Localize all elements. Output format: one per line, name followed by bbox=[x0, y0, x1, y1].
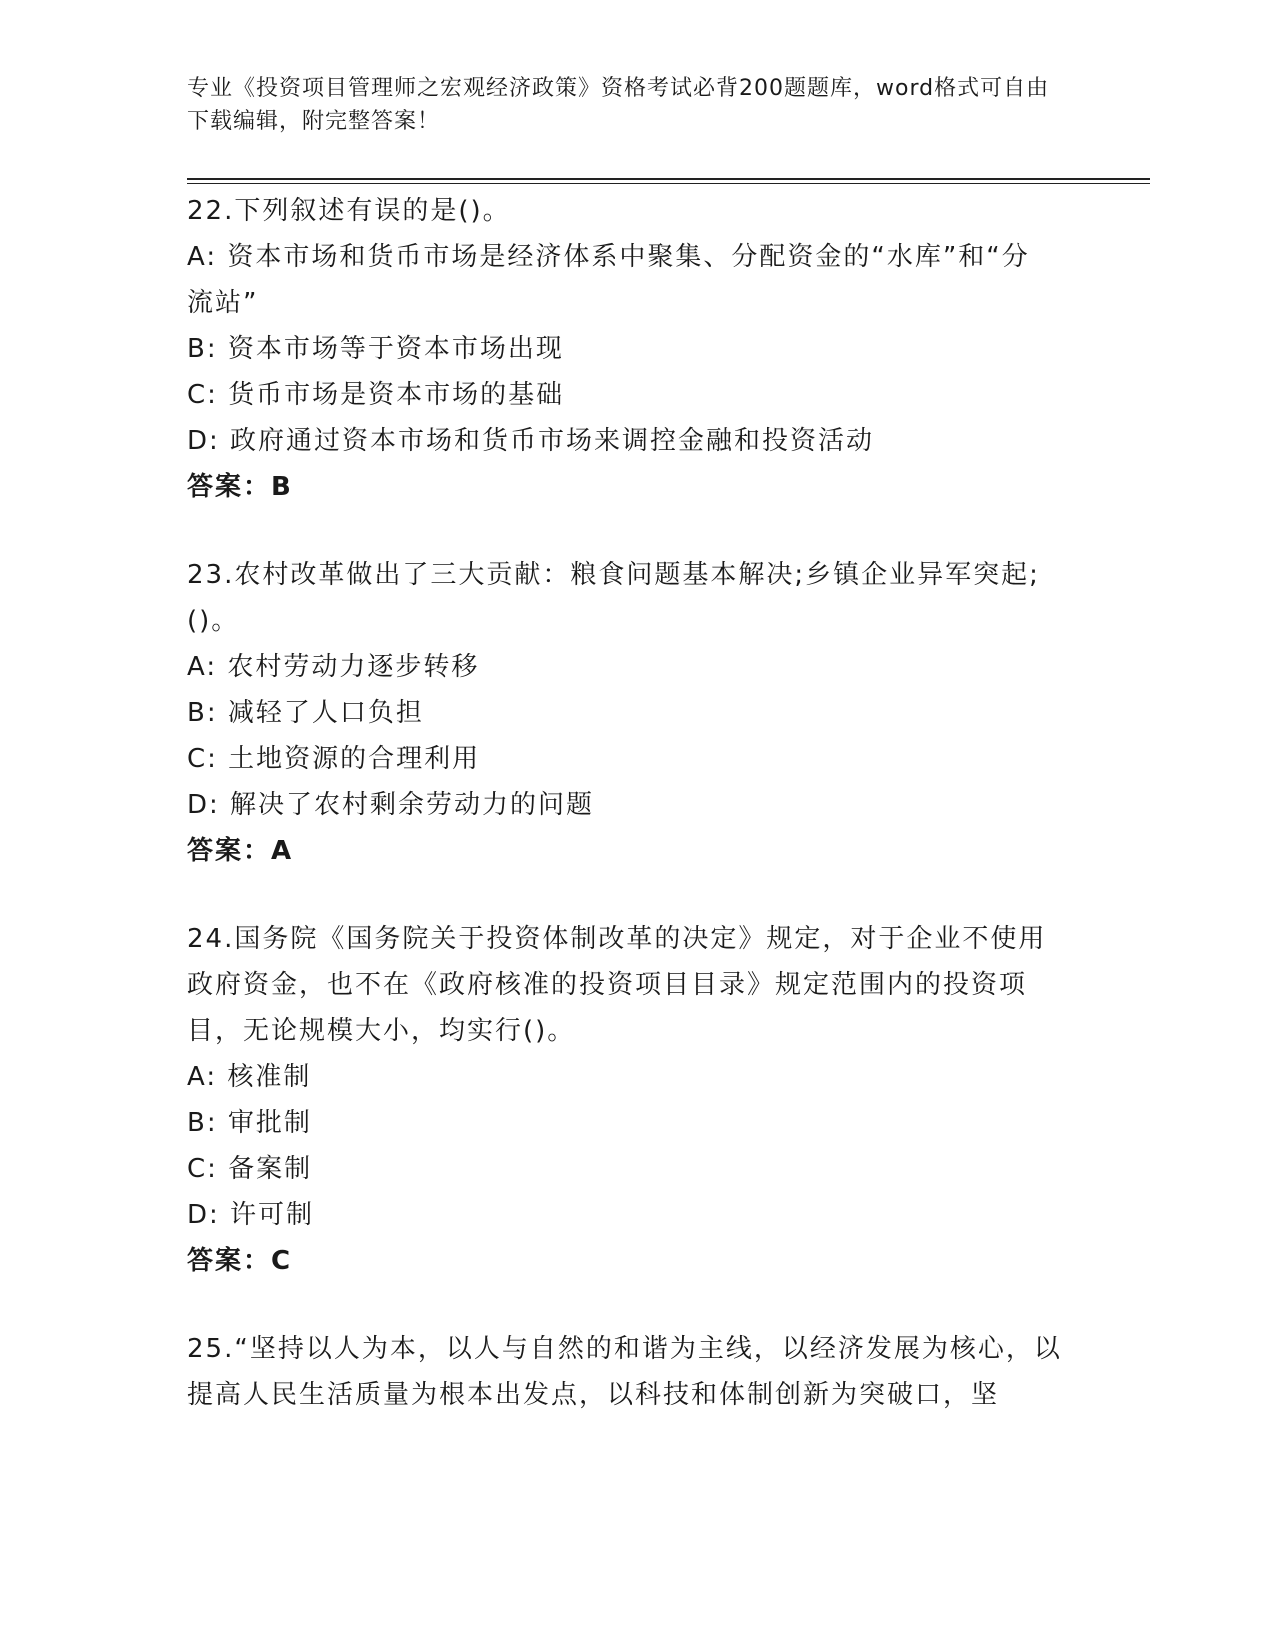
answer: 答案：C bbox=[187, 1246, 293, 1276]
question-stem: 23.农村改革做出了三大贡献：粮食问题基本解决;乡镇企业异军突起;()。 bbox=[187, 560, 1040, 636]
question-stem: 25.“坚持以人为本，以人与自然的和谐为主线，以经济发展为核心，以提高人民生活质量为根本出发点，以科技和体制创新为突破口，坚 bbox=[187, 1334, 1062, 1410]
question-stem: 22.下列叙述有误的是()。 bbox=[187, 196, 511, 226]
option-d: D: 政府通过资本市场和货币市场来调控金融和投资活动 bbox=[187, 426, 875, 456]
option-a: A: 核准制 bbox=[187, 1062, 312, 1092]
question-24 bbox=[187, 916, 1087, 1284]
document-header: 专业《投资项目管理师之宏观经济政策》资格考试必背200题题库，word格式可自由下载编辑，附完整答案！ bbox=[187, 76, 1050, 134]
question-25 bbox=[187, 1326, 1087, 1418]
option-a: A: 农村劳动力逐步转移 bbox=[187, 652, 480, 682]
answer: 答案：A bbox=[187, 836, 294, 866]
option-d: D: 解决了农村剩余劳动力的问题 bbox=[187, 790, 595, 820]
option-a: A: 资本市场和货币市场是经济体系中聚集、分配资金的“水库”和“分流站” bbox=[187, 242, 1030, 318]
option-b: B: 资本市场等于资本市场出现 bbox=[187, 334, 564, 364]
question-list bbox=[187, 188, 1087, 1460]
option-d: D: 许可制 bbox=[187, 1200, 315, 1230]
option-c: C: 土地资源的合理利用 bbox=[187, 744, 481, 774]
question-stem: 24.国务院《国务院关于投资体制改革的决定》规定，对于企业不使用政府资金，也不在《政府核准的投资项目目录》规定范围内的投资项目，无论规模大小，均实行()。 bbox=[187, 924, 1047, 1046]
option-b: B: 审批制 bbox=[187, 1108, 312, 1138]
question-23 bbox=[187, 552, 1087, 874]
option-b: B: 减轻了人口负担 bbox=[187, 698, 424, 728]
header-divider-thin bbox=[187, 183, 1150, 184]
question-22 bbox=[187, 188, 1087, 510]
answer: 答案：B bbox=[187, 472, 293, 502]
header-divider-thick bbox=[187, 178, 1150, 180]
option-c: C: 备案制 bbox=[187, 1154, 313, 1184]
option-c: C: 货币市场是资本市场的基础 bbox=[187, 380, 565, 410]
